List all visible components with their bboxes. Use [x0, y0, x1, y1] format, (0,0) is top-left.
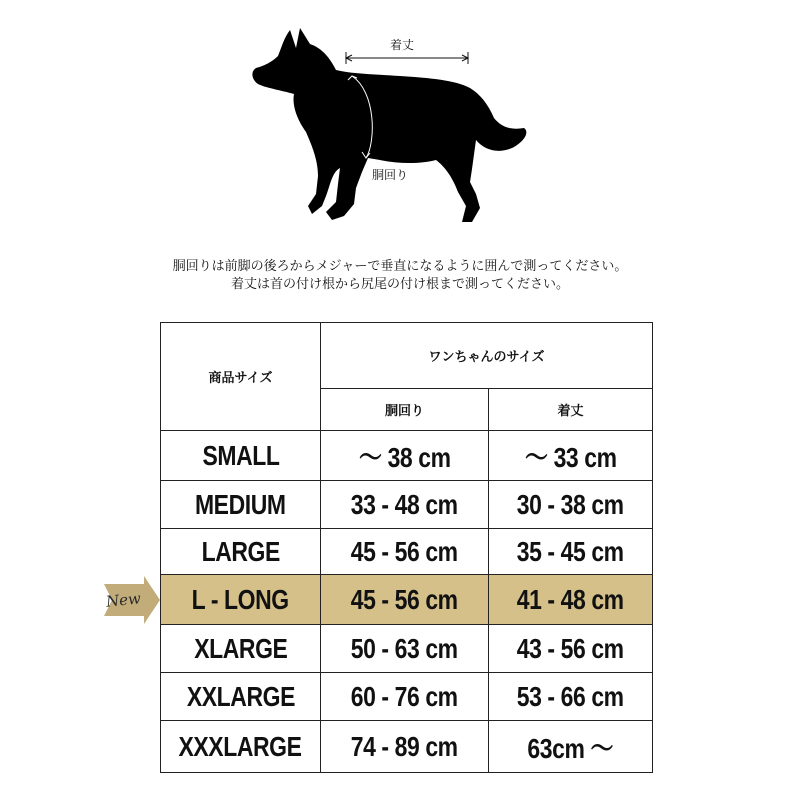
- girth-cell: 74 - 89 cm: [351, 730, 458, 762]
- girth-header: 胴回り: [321, 389, 489, 431]
- girth-cell: 50 - 63 cm: [351, 632, 458, 664]
- girth-label: 胴回り: [372, 168, 409, 182]
- table-row: [161, 481, 653, 529]
- instruction-line-2: 着丈は首の付け根から尻尾の付け根まで測ってください。: [230, 277, 569, 292]
- length-cell: 63cm ～: [527, 732, 614, 764]
- length-cell: 53 - 66 cm: [517, 680, 624, 712]
- size-cell: XXXLARGE: [178, 730, 303, 762]
- girth-cell: 45 - 56 cm: [351, 583, 458, 615]
- size-cell: SMALL: [201, 439, 280, 471]
- size-table: [160, 322, 653, 773]
- table-row: [161, 625, 653, 673]
- length-cell: 41 - 48 cm: [517, 583, 624, 615]
- size-cell: L - LONG: [191, 583, 290, 615]
- length-label: 着丈: [390, 38, 415, 52]
- table-row: [161, 721, 653, 773]
- size-cell: MEDIUM: [195, 488, 286, 520]
- length-header: 着丈: [489, 389, 653, 431]
- girth-cell: 33 - 48 cm: [351, 488, 458, 520]
- product-size-header: 商品サイズ: [161, 323, 321, 431]
- instruction-line-1: 胴回りは前脚の後ろからメジャーで垂直になるように囲んで測ってください。: [172, 259, 628, 274]
- length-cell: ～ 33 cm: [524, 441, 617, 473]
- length-cell: 35 - 45 cm: [517, 535, 624, 567]
- table-row: [161, 673, 653, 721]
- table-row-highlighted: [161, 575, 653, 625]
- length-cell: 43 - 56 cm: [517, 632, 624, 664]
- size-cell: XXLARGE: [186, 680, 295, 712]
- size-cell: LARGE: [201, 535, 280, 567]
- size-cell: XLARGE: [193, 632, 288, 664]
- table-row: [161, 529, 653, 575]
- length-cell: 30 - 38 cm: [517, 488, 624, 520]
- girth-cell: ～ 38 cm: [358, 441, 451, 473]
- dog-size-header: ワンちゃんのサイズ: [321, 323, 653, 389]
- girth-cell: 45 - 56 cm: [351, 535, 458, 567]
- new-badge: New: [105, 589, 142, 611]
- girth-cell: 60 - 76 cm: [351, 680, 458, 712]
- dog-measurement-figure: [0, 0, 800, 240]
- table-row: [161, 431, 653, 481]
- measurement-instructions: [0, 258, 800, 294]
